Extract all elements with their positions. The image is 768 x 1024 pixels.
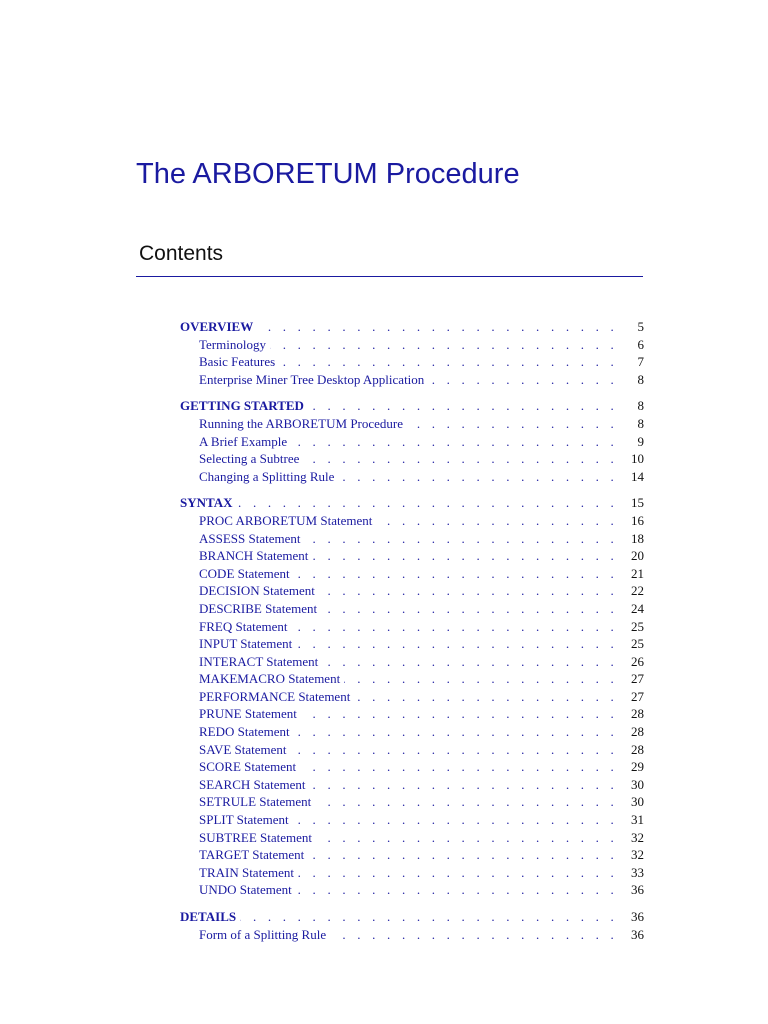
- toc-page-number[interactable]: 27: [631, 671, 644, 687]
- toc-subentry[interactable]: [180, 864, 644, 882]
- toc-page-number[interactable]: 31: [631, 812, 644, 828]
- toc-subentry[interactable]: [180, 336, 644, 354]
- toc-page-number[interactable]: 8: [637, 398, 644, 414]
- dot-leader: [298, 864, 618, 882]
- toc-page-number[interactable]: 15: [631, 495, 644, 511]
- dot-leader: [316, 829, 618, 847]
- toc-page-number[interactable]: 36: [631, 909, 644, 924]
- toc-section: [180, 318, 644, 388]
- toc-entry-label[interactable]: SUBTREE Statement: [199, 829, 313, 845]
- toc-entry-label[interactable]: Running the ARBORETUM Procedure: [199, 415, 404, 431]
- toc-entry-label[interactable]: BRANCH Statement: [199, 548, 309, 564]
- dot-leader: [301, 705, 618, 723]
- toc-entry-label[interactable]: REDO Statement: [199, 724, 290, 740]
- toc-page-number[interactable]: 22: [631, 583, 644, 599]
- toc-page-number[interactable]: 8: [637, 415, 644, 431]
- toc-subentry[interactable]: [180, 926, 644, 944]
- toc-subentry[interactable]: [180, 582, 644, 600]
- dot-leader: [319, 582, 618, 600]
- toc-section: [180, 494, 644, 899]
- toc-subentry[interactable]: [180, 881, 644, 899]
- dot-leader: [291, 741, 618, 759]
- toc-entry-label[interactable]: INPUT Statement: [199, 636, 293, 652]
- dot-leader: [294, 723, 618, 741]
- toc-entry-label[interactable]: ASSESS Statement: [199, 530, 301, 546]
- toc-subentry[interactable]: [180, 512, 644, 530]
- toc-subentry[interactable]: [180, 468, 644, 486]
- dot-leader: [330, 926, 618, 944]
- document-title: The ARBORETUM Procedure: [136, 158, 520, 190]
- dot-leader: [257, 318, 618, 336]
- dot-leader: [354, 688, 618, 706]
- toc-subentry[interactable]: [180, 353, 644, 371]
- toc-page-number[interactable]: 32: [631, 829, 644, 845]
- toc-entry-label[interactable]: Changing a Splitting Rule: [199, 468, 335, 484]
- dot-leader: [270, 336, 618, 354]
- toc-entry-label[interactable]: SYNTAX: [180, 495, 233, 511]
- toc-page-number[interactable]: 30: [631, 794, 644, 810]
- toc-page-number[interactable]: 26: [631, 653, 644, 669]
- toc-page-number[interactable]: 28: [631, 724, 644, 740]
- toc-subentry[interactable]: [180, 433, 644, 451]
- toc-page-number[interactable]: 36: [631, 926, 644, 942]
- dot-leader: [310, 776, 618, 794]
- toc-page-number[interactable]: 32: [631, 847, 644, 863]
- toc-page-number[interactable]: 24: [631, 600, 644, 616]
- dot-leader: [293, 811, 618, 829]
- dot-leader: [305, 530, 619, 548]
- toc-entry-label[interactable]: TARGET Statement: [199, 847, 305, 863]
- toc-entry-label[interactable]: Terminology: [199, 336, 266, 352]
- toc-subentry[interactable]: [180, 776, 644, 794]
- dot-leader: [376, 512, 618, 530]
- dot-leader: [321, 600, 618, 618]
- toc-entry-label[interactable]: SEARCH Statement: [199, 776, 306, 792]
- toc-page-number[interactable]: 18: [631, 530, 644, 546]
- toc-page-number[interactable]: 28: [631, 706, 644, 722]
- toc-entry-label[interactable]: CODE Statement: [199, 565, 290, 581]
- toc-page-number[interactable]: 30: [631, 776, 644, 792]
- toc-entry-label[interactable]: FREQ Statement: [199, 618, 288, 634]
- toc-subentry[interactable]: [180, 829, 644, 847]
- toc-subentry[interactable]: [180, 371, 644, 389]
- toc-page-number[interactable]: 25: [631, 618, 644, 634]
- toc-page-number[interactable]: 28: [631, 741, 644, 757]
- toc-entry-label[interactable]: A Brief Example: [199, 433, 288, 449]
- toc-section-entry[interactable]: [180, 908, 644, 926]
- toc-page-number[interactable]: 5: [637, 319, 644, 334]
- dot-leader: [296, 635, 618, 653]
- toc-entry-label[interactable]: Enterprise Miner Tree Desktop Application: [199, 371, 425, 387]
- dot-leader: [428, 371, 618, 389]
- toc-subentry[interactable]: [180, 415, 644, 433]
- toc-page-number[interactable]: 8: [637, 371, 644, 387]
- toc-entry-label[interactable]: SCORE Statement: [199, 759, 297, 775]
- toc-subentry[interactable]: [180, 635, 644, 653]
- contents-heading: Contents: [139, 242, 224, 265]
- dot-leader: [344, 670, 618, 688]
- dot-leader: [407, 415, 618, 433]
- dot-leader: [294, 565, 618, 583]
- toc-subentry[interactable]: [180, 705, 644, 723]
- toc-subentry[interactable]: [180, 670, 644, 688]
- toc-subentry[interactable]: [180, 811, 644, 829]
- toc-page-number[interactable]: 36: [631, 882, 644, 898]
- dot-leader: [315, 793, 618, 811]
- toc-entry-label[interactable]: GETTING STARTED: [180, 398, 304, 414]
- dot-leader: [308, 397, 618, 415]
- toc-section: [180, 908, 644, 943]
- toc-entry-label[interactable]: Selecting a Subtree: [199, 451, 300, 467]
- toc-page-number[interactable]: 16: [631, 512, 644, 528]
- toc-subentry[interactable]: [180, 688, 644, 706]
- toc-page-number[interactable]: 33: [631, 864, 644, 880]
- toc-entry-label[interactable]: SAVE Statement: [199, 741, 287, 757]
- toc-page-number[interactable]: 29: [631, 759, 644, 775]
- heading-divider: [136, 276, 643, 277]
- toc-subentry[interactable]: [180, 723, 644, 741]
- dot-leader: [291, 618, 618, 636]
- toc-page-number[interactable]: 27: [631, 688, 644, 704]
- toc-page-number[interactable]: 25: [631, 636, 644, 652]
- toc-page-number[interactable]: 6: [637, 336, 644, 352]
- toc-subentry[interactable]: [180, 547, 644, 565]
- toc-entry-label[interactable]: Form of a Splitting Rule: [199, 926, 327, 942]
- toc-entry-label[interactable]: DESCRIBE Statement: [199, 600, 318, 616]
- toc-subentry[interactable]: [180, 653, 644, 671]
- toc-entry-label[interactable]: OVERVIEW: [180, 319, 254, 334]
- dot-leader: [338, 468, 618, 486]
- toc-subentry[interactable]: [180, 618, 644, 636]
- toc-entry-label[interactable]: TRAIN Statement: [199, 864, 294, 880]
- dot-leader: [303, 450, 618, 468]
- dot-leader: [291, 433, 618, 451]
- dot-leader: [312, 547, 618, 565]
- toc-section: [180, 397, 644, 485]
- toc-subentry[interactable]: [180, 600, 644, 618]
- toc-entry-label[interactable]: PROC ARBORETUM Statement: [199, 512, 373, 528]
- toc-entry-label[interactable]: SETRULE Statement: [199, 794, 312, 810]
- dot-leader: [300, 758, 618, 776]
- dot-leader: [322, 653, 618, 671]
- dot-leader: [240, 908, 618, 926]
- toc-entry-label[interactable]: Basic Features: [199, 354, 276, 370]
- toc-entry-label[interactable]: INTERACT Statement: [199, 653, 319, 669]
- toc-entry-label[interactable]: DECISION Statement: [199, 583, 315, 599]
- dot-leader: [279, 353, 618, 371]
- table-of-contents: [180, 318, 644, 952]
- toc-subentry[interactable]: [180, 530, 644, 548]
- dot-leader: [308, 846, 618, 864]
- toc-entry-label[interactable]: PRUNE Statement: [199, 706, 297, 722]
- toc-page-number[interactable]: 7: [637, 354, 644, 370]
- toc-entry-label[interactable]: MAKEMACRO Statement: [199, 671, 341, 687]
- toc-page-number[interactable]: 10: [631, 451, 644, 467]
- toc-page-number[interactable]: 21: [631, 565, 644, 581]
- toc-subentry[interactable]: [180, 793, 644, 811]
- toc-entry-label[interactable]: PERFORMANCE Statement: [199, 688, 351, 704]
- toc-subentry[interactable]: [180, 846, 644, 864]
- toc-subentry[interactable]: [180, 741, 644, 759]
- toc-subentry[interactable]: [180, 450, 644, 468]
- toc-subentry[interactable]: [180, 565, 644, 583]
- toc-page-number[interactable]: 14: [631, 468, 644, 484]
- toc-section-entry[interactable]: [180, 397, 644, 415]
- toc-section-entry[interactable]: [180, 494, 644, 512]
- dot-leader: [296, 881, 618, 899]
- toc-subentry[interactable]: [180, 758, 644, 776]
- toc-entry-label[interactable]: SPLIT Statement: [199, 812, 289, 828]
- toc-page-number[interactable]: 20: [631, 548, 644, 564]
- toc-entry-label[interactable]: UNDO Statement: [199, 882, 292, 898]
- toc-entry-label[interactable]: DETAILS: [180, 909, 237, 924]
- dot-leader: [237, 494, 619, 512]
- toc-page-number[interactable]: 9: [637, 433, 644, 449]
- toc-section-entry[interactable]: [180, 318, 644, 336]
